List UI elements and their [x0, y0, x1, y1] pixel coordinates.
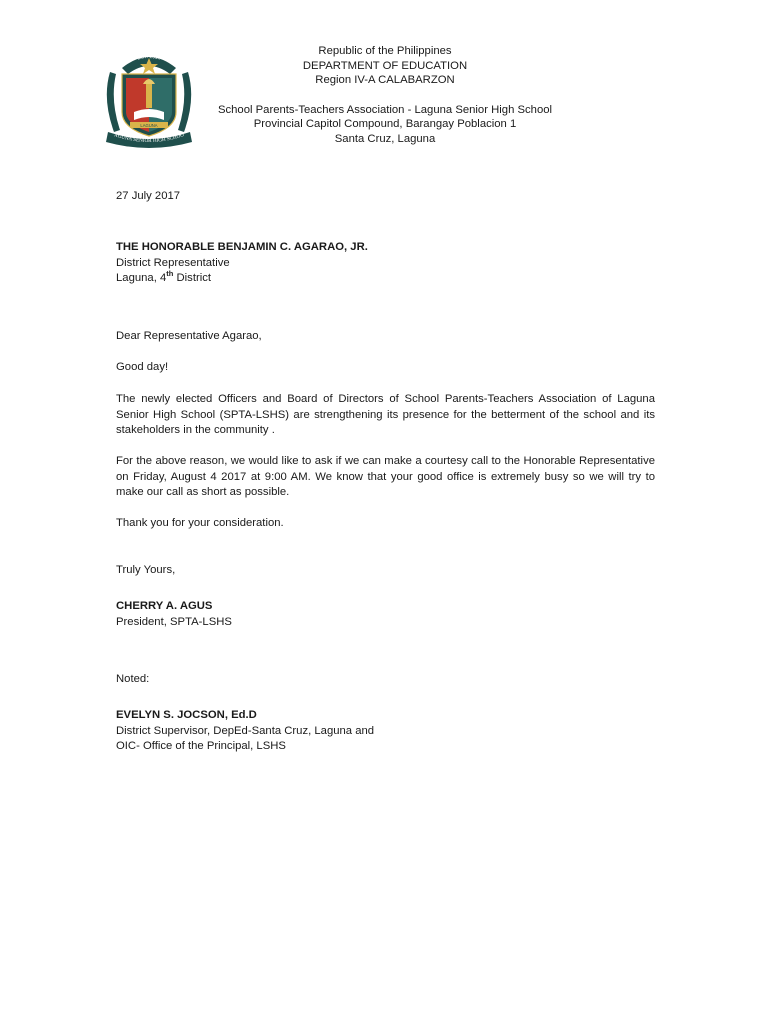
thanks-line: Thank you for your consideration. — [116, 517, 284, 530]
greeting: Good day! — [116, 361, 169, 374]
noted-label: Noted: — [116, 673, 150, 686]
closing: Truly Yours, — [116, 564, 176, 577]
signer-name: CHERRY A. AGUS — [116, 600, 213, 612]
paragraph-1: The newly elected Officers and Board of Directors of School Parents-Teachers Association of Laguna Senior High School (SPTA-LSHS) are strengthening its presence for the betterment of the school and its stakeholders in the community . — [116, 393, 655, 437]
country-line: Republic of the Philippines — [318, 45, 452, 57]
association-line: School Parents-Teachers Association - Laguna Senior High School — [217, 103, 553, 116]
salutation: Dear Representative Agarao, — [116, 330, 262, 343]
recipient-title: District Representative — [116, 256, 230, 269]
noter-title-2: OIC- Office of the Principal, LSHS — [116, 740, 286, 753]
region-line: Region IV-A CALABARZON — [315, 74, 455, 87]
noter-block — [116, 708, 655, 755]
recipient-name: THE HONORABLE BENJAMIN C. AGARAO, JR. — [116, 241, 368, 253]
noter-title-1: District Supervisor, DepEd-Santa Cruz, Laguna and — [116, 724, 375, 737]
paragraph-2: For the above reason, we would like to ask if we can make a courtesy call to the Honorable Representative on Friday, August 4 2017 at 9:00 AM. We know that your good office is extremely busy so we will try to make our call as short as possible. — [116, 455, 655, 499]
signer-title: President, SPTA-LSHS — [116, 615, 232, 628]
department-line: DEPARTMENT OF EDUCATION — [302, 59, 468, 72]
school-seal-logo — [100, 44, 198, 148]
recipient-block — [116, 240, 655, 287]
logo-top-text: EST. 2016 — [136, 53, 162, 62]
address-line: Provincial Capitol Compound, Barangay Poblacion 1 — [253, 118, 517, 131]
logo-bottom-text: AGUNA SENIOR HIGH SCHOO — [113, 132, 185, 145]
noter-name: EVELYN S. JOCSON, Ed.D — [116, 709, 257, 721]
city-line: Santa Cruz, Laguna — [334, 132, 436, 145]
recipient-location: Laguna, 4th District — [116, 269, 212, 285]
logo-banner-text: LAGUNA — [140, 122, 158, 128]
signer-block — [116, 599, 655, 630]
letter-date: 27 July 2017 — [116, 190, 181, 203]
letterhead — [190, 44, 580, 147]
